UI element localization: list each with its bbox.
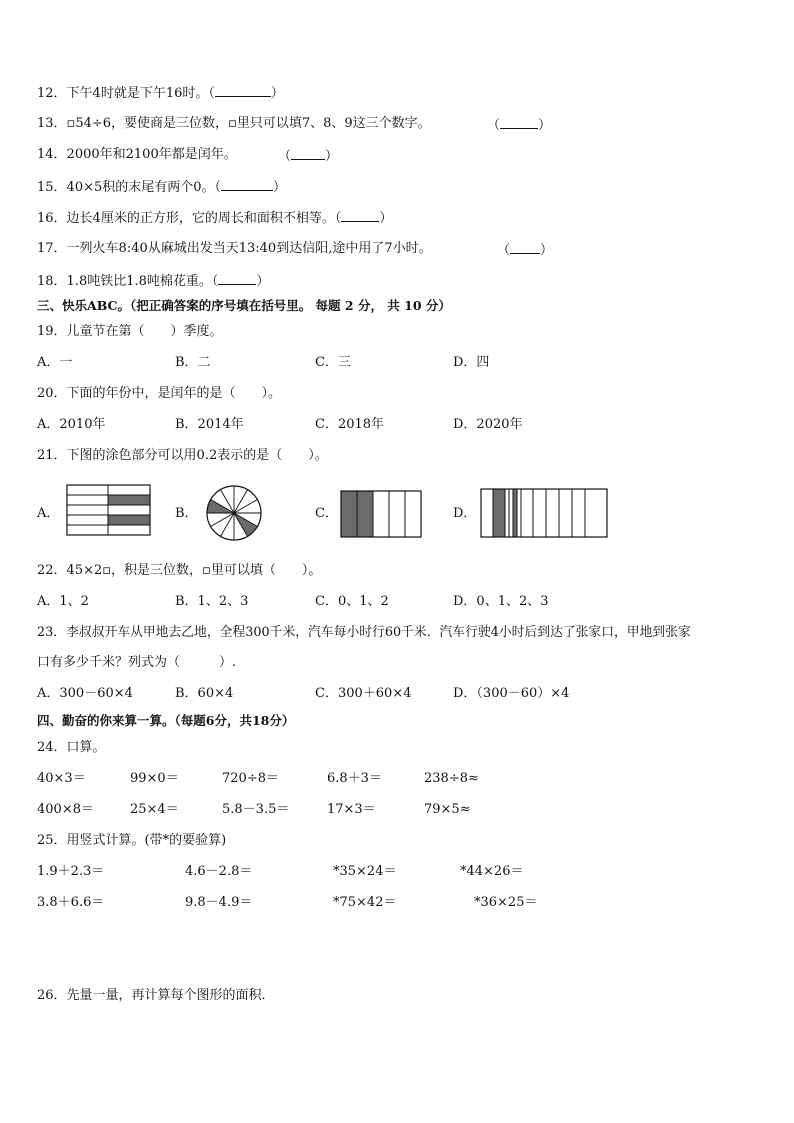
- judge-item-13-bracket: （ ）: [487, 118, 552, 133]
- judge-item-14: 14．2000年和2100年都是闰年。: [37, 147, 237, 162]
- figure-c-strips: [340, 490, 422, 538]
- q26-stem: 26．先量一量，再计算每个图形的面积．: [37, 988, 275, 1003]
- q22-option-c[interactable]: C．0、1、2: [315, 594, 389, 609]
- vertical-calc-item: 3.8＋6.6＝: [37, 895, 105, 910]
- q23-option-d[interactable]: D．（300－60）×4: [453, 686, 570, 701]
- figure-d-strips: [480, 488, 608, 538]
- answer-blank[interactable]: [215, 84, 271, 97]
- vertical-calc-item: 4.6－2.8＝: [185, 864, 253, 879]
- q22-option-d[interactable]: D．0、1、2、3: [453, 594, 549, 609]
- q25-stem: 25．用竖式计算。(带*的要验算): [37, 833, 227, 848]
- oral-calc-item: 25×4＝: [130, 802, 179, 817]
- q23-stem-line-2: 口有多少千米？列式为（ ）.: [37, 655, 237, 670]
- answer-blank[interactable]: [510, 241, 540, 254]
- q21-option-b[interactable]: B．: [175, 506, 198, 521]
- q20-option-d[interactable]: D．2020年: [453, 417, 523, 432]
- q19-option-a[interactable]: A．一: [37, 355, 73, 370]
- q23-option-b[interactable]: B．60×4: [175, 686, 234, 701]
- vertical-calc-item: 9.8－4.9＝: [185, 895, 253, 910]
- section-3-title: 三、快乐ABC。（把正确答案的序号填在括号里。 每题 2 分， 共 10 分）: [37, 298, 451, 313]
- vertical-calc-item: *35×24＝: [333, 864, 397, 879]
- shaded-cell: [108, 495, 150, 505]
- judge-item-14-bracket: （ ）: [278, 149, 339, 164]
- vertical-calc-item: *36×25＝: [474, 895, 538, 910]
- oral-calc-item: 6.8＋3＝: [327, 771, 382, 786]
- answer-blank[interactable]: [291, 147, 325, 160]
- shaded-strip: [513, 489, 517, 537]
- q19-option-c[interactable]: C．三: [315, 355, 351, 370]
- q21-option-d[interactable]: D．: [453, 506, 477, 521]
- figure-a-grid: [66, 484, 152, 536]
- q21-option-c[interactable]: C．: [315, 506, 338, 521]
- q21-stem: 21．下图的涂色部分可以用0.2表示的是（ ）。: [37, 448, 328, 463]
- shaded-cell: [108, 515, 150, 525]
- oral-calc-item: 5.8－3.5＝: [222, 802, 290, 817]
- judge-item-18: 18．1.8吨铁比1.8吨棉花重。（ ）: [37, 274, 270, 289]
- q20-option-c[interactable]: C．2018年: [315, 417, 385, 432]
- oral-calc-item: 400×8＝: [37, 802, 94, 817]
- judge-item-12: 12．下午4时就是下午16时。（ ）: [37, 86, 284, 101]
- answer-blank[interactable]: [341, 209, 379, 222]
- section-4-title: 四、勤奋的你来算一算。（每题6分，共18分）: [37, 713, 295, 728]
- q23-option-a[interactable]: A．300－60×4: [37, 686, 133, 701]
- oral-calc-item: 720÷8＝: [222, 771, 279, 786]
- oral-calc-item: 79×5≈: [424, 802, 471, 817]
- q20-stem: 20．下面的年份中，是闰年的是（ ）。: [37, 386, 282, 401]
- q22-option-b[interactable]: B．1、2、3: [175, 594, 249, 609]
- shaded-strip: [493, 489, 505, 537]
- oral-calc-item: 40×3＝: [37, 771, 86, 786]
- figure-b-circle: [203, 482, 265, 544]
- oral-calc-item: 17×3＝: [327, 802, 376, 817]
- oral-calc-item: 99×0＝: [130, 771, 179, 786]
- oral-calc-item: 238÷8≈: [424, 771, 479, 786]
- q20-option-a[interactable]: A．2010年: [37, 417, 106, 432]
- vertical-calc-item: *75×42＝: [333, 895, 397, 910]
- q23-option-c[interactable]: C．300＋60×4: [315, 686, 412, 701]
- answer-blank[interactable]: [218, 272, 256, 285]
- q21-option-a[interactable]: A．: [37, 506, 60, 521]
- q22-option-a[interactable]: A．1、2: [37, 594, 89, 609]
- judge-item-17: 17．一列火车8:40从麻城出发当天13:40到达信阳,途中用了7小时。: [37, 241, 432, 256]
- q19-stem: 19．儿童节在第（ ）季度。: [37, 324, 223, 339]
- answer-blank[interactable]: [221, 178, 273, 191]
- vertical-calc-item: 1.9＋2.3＝: [37, 864, 105, 879]
- judge-item-17-bracket: （ ）: [497, 243, 554, 258]
- q19-option-b[interactable]: B．二: [175, 355, 211, 370]
- q23-stem-line-1: 23．李叔叔开车从甲地去乙地，全程300千米，汽车每小时行60千米．汽车行驶4小时后到达了张家口，甲地到张家: [37, 625, 691, 640]
- answer-blank[interactable]: [500, 116, 538, 129]
- judge-item-15: 15．40×5积的末尾有两个0。（ ）: [37, 180, 287, 195]
- q22-stem: 22．45×2▫，积是三位数，▫里可以填（ ）。: [37, 563, 322, 578]
- q20-option-b[interactable]: B．2014年: [175, 417, 244, 432]
- q19-option-d[interactable]: D．四: [453, 355, 490, 370]
- judge-item-16: 16．边长4厘米的正方形，它的周长和面积不相等。（ ）: [37, 211, 393, 226]
- q24-stem: 24．口算。: [37, 740, 106, 755]
- judge-item-13: 13．▫54÷6，要使商是三位数，▫里只可以填7、8、9这三个数字。: [37, 116, 431, 131]
- vertical-calc-item: *44×26＝: [460, 864, 524, 879]
